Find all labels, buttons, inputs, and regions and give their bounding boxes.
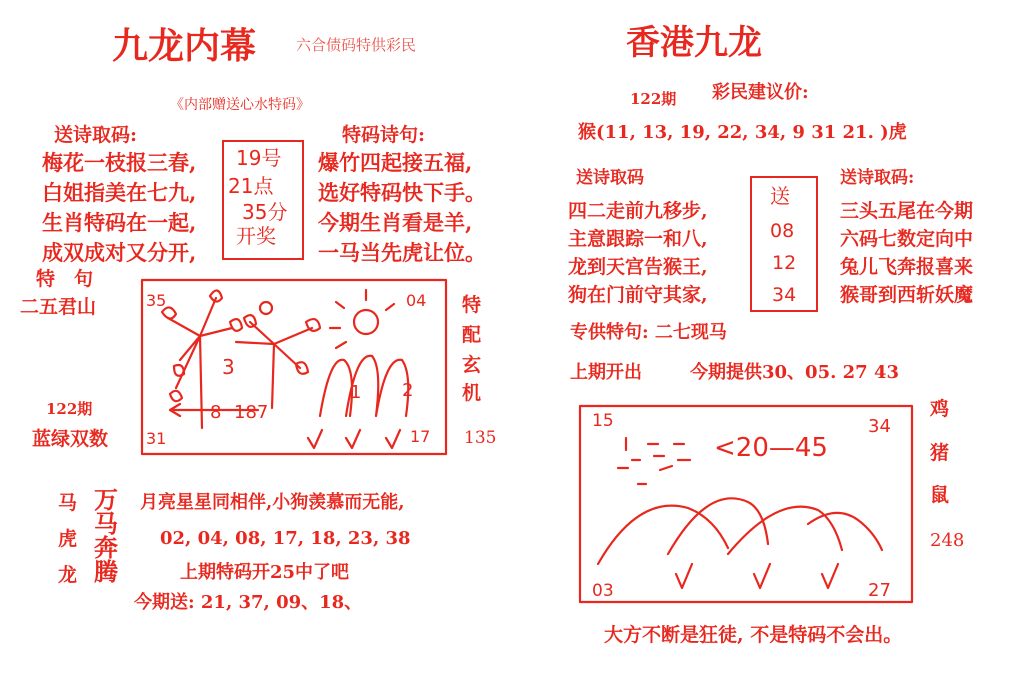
draw-time-line: 35分 bbox=[242, 200, 288, 224]
right-side-char: 鼠 bbox=[930, 484, 950, 506]
right-poem-right-line: 三头五尾在今期 bbox=[840, 200, 974, 222]
picture-scribble: <20—45 bbox=[714, 433, 828, 463]
left-subtitle: 六合债码特供彩民 bbox=[296, 36, 417, 54]
left-side-char: 配 bbox=[462, 324, 482, 346]
right-price-label: 彩民建议价: bbox=[712, 82, 809, 103]
picture-corner-bl: 03 bbox=[592, 581, 614, 601]
draw-time-line: 开奖 bbox=[236, 224, 276, 248]
left-book-line: 《内部赠送心水特码》 bbox=[170, 97, 310, 113]
picture-scribble: 2 bbox=[402, 380, 414, 401]
left-this-period-line: 今期送: 21, 37, 09、18、 bbox=[134, 592, 363, 613]
slogan-char: 万 bbox=[94, 486, 118, 514]
right-this-period-line: 今期提供30、05. 27 43 bbox=[690, 362, 899, 383]
right-poem-right-line: 兔儿飞奔报喜来 bbox=[840, 256, 974, 278]
sun-drawing bbox=[330, 290, 394, 348]
left-send-poem-line: 成双成对又分开, bbox=[42, 240, 197, 265]
zodiac-char: 马 bbox=[58, 492, 78, 514]
left-code-poem-line: 选好特码快下手。 bbox=[318, 180, 486, 205]
picture-corner-br: 17 bbox=[410, 427, 431, 446]
left-send-poem-line: 生肖特码在一起, bbox=[42, 210, 197, 235]
left-send-poem-line: 梅花一枝报三春, bbox=[42, 150, 197, 175]
slogan-char: 腾 bbox=[94, 558, 118, 586]
left-riddle-picture bbox=[140, 278, 450, 458]
flower-petal bbox=[244, 302, 320, 374]
picture-corner-tl: 15 bbox=[592, 411, 614, 431]
slogan-char: 奔 bbox=[94, 534, 118, 562]
right-last-open-label: 上期开出 bbox=[570, 362, 642, 383]
picture-scribble: 8 bbox=[210, 402, 222, 423]
zodiac-char: 龙 bbox=[58, 564, 78, 586]
picture-corner-tr: 04 bbox=[406, 291, 427, 310]
right-send-poem-header-right: 送诗取码: bbox=[840, 168, 915, 188]
tick-mark bbox=[676, 564, 838, 588]
picture-scribble: 3 bbox=[222, 355, 235, 379]
picture-corner-br: 27 bbox=[868, 580, 891, 601]
left-code-poem-header: 特码诗句: bbox=[342, 124, 426, 146]
right-side-char: 猪 bbox=[930, 442, 950, 464]
right-poem-left-line: 狗在门前守其家, bbox=[568, 284, 708, 306]
left-poem-line: 月亮星星同相伴,小狗羡慕而无能, bbox=[140, 492, 405, 513]
picture-corner-tl: 35 bbox=[146, 291, 167, 310]
grass-drawing bbox=[320, 356, 408, 416]
left-code-poem-line: 爆竹四起接五福, bbox=[318, 150, 473, 175]
left-send-poem-line: 白姐指美在七九, bbox=[42, 180, 197, 205]
picture-corner-bl: 31 bbox=[146, 429, 167, 448]
send-number: 34 bbox=[772, 284, 797, 306]
left-numbers-line: 02, 04, 08, 17, 18, 23, 38 bbox=[160, 528, 411, 549]
right-poem-left-line: 龙到天宫告猴王, bbox=[568, 256, 708, 278]
right-poem-left-line: 主意跟踪一和八, bbox=[568, 228, 708, 250]
right-special-phrase: 专供特句: 二七现马 bbox=[570, 322, 727, 343]
right-poem-right-line: 猴哥到西斩妖魔 bbox=[840, 284, 974, 306]
slogan-char: 马 bbox=[94, 510, 118, 538]
mountain-drawing bbox=[598, 498, 882, 564]
left-title: 九龙内幕 bbox=[112, 25, 257, 67]
left-issue: 122期 bbox=[46, 400, 93, 418]
send-number: 08 bbox=[770, 220, 795, 242]
left-code-poem-line: 今期生肖看是羊, bbox=[318, 210, 473, 235]
right-send-poem-header-left: 送诗取码 bbox=[576, 168, 644, 188]
right-poem-right-line: 六码七数定向中 bbox=[840, 228, 974, 250]
right-poem-left-line: 四二走前九移步, bbox=[568, 200, 708, 222]
picture-scribble: 187 bbox=[234, 402, 269, 423]
left-side-char: 特 bbox=[462, 294, 482, 316]
left-special-phrase: 二五君山 bbox=[20, 296, 97, 318]
right-issue: 122期 bbox=[630, 90, 677, 108]
left-side-number: 135 bbox=[464, 428, 497, 448]
rain-drawing bbox=[618, 438, 690, 484]
right-side-char: 鸡 bbox=[930, 398, 950, 420]
right-side-number: 248 bbox=[930, 530, 965, 551]
send-number: 送 bbox=[770, 184, 790, 208]
left-issue-hint: 蓝绿双数 bbox=[32, 428, 109, 450]
left-special-phrase: 特 句 bbox=[36, 268, 94, 290]
right-title: 香港九龙 bbox=[626, 23, 762, 63]
left-last-period-line: 上期特码开25中了吧 bbox=[180, 562, 350, 583]
right-monkey-line: 猴(11, 13, 19, 22, 34, 9 31 21. )虎 bbox=[578, 122, 907, 143]
picture-corner-tr: 34 bbox=[868, 416, 891, 437]
zodiac-char: 虎 bbox=[58, 528, 78, 550]
draw-time-line: 19号 bbox=[236, 146, 282, 170]
flower-stem bbox=[236, 322, 312, 408]
draw-time-line: 21点 bbox=[228, 174, 274, 198]
tick-mark bbox=[308, 430, 400, 448]
left-side-char: 玄 bbox=[462, 354, 482, 376]
left-side-char: 机 bbox=[462, 382, 482, 404]
left-code-poem-line: 一马当先虎让位。 bbox=[318, 240, 486, 265]
right-riddle-picture bbox=[578, 404, 914, 604]
send-number: 12 bbox=[772, 252, 797, 274]
picture-scribble: 1 bbox=[350, 382, 362, 403]
left-send-poem-header: 送诗取码: bbox=[54, 124, 138, 146]
right-footer: 大方不断是狂徒, 不是特码不会出。 bbox=[604, 624, 903, 646]
